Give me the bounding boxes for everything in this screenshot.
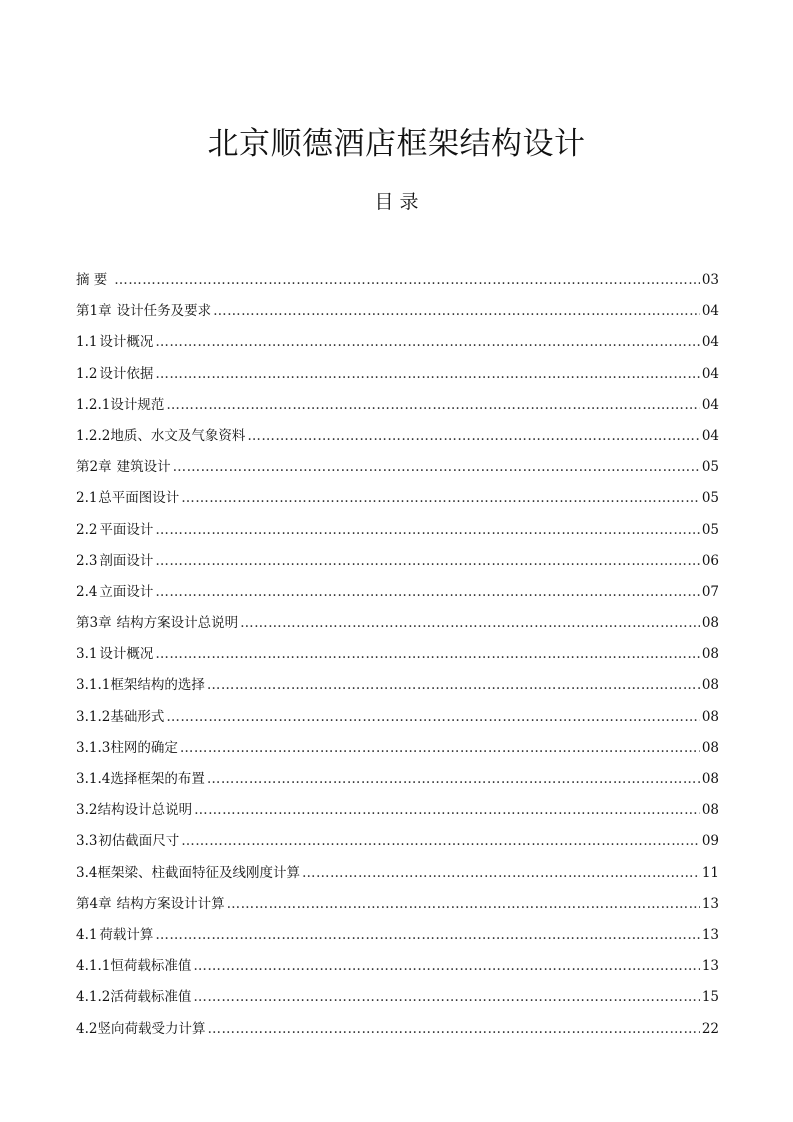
toc-entry-page: 13 [701,895,719,912]
toc-dot-leader [207,771,700,787]
toc-entry-page: 05 [701,490,719,507]
toc-entry-number: 第1章 [76,303,112,320]
toc-entry[interactable] [76,455,719,486]
toc-entry-label: 荷载计算 [99,926,154,943]
toc-entry-label: 竖向荷载受力计算 [97,1020,206,1037]
toc-entry-label: 框架结构的选择 [110,677,205,694]
toc-entry-label: 框架梁、柱截面特征及线刚度计算 [97,864,300,881]
toc-entry-label: 柱网的确定 [110,739,178,756]
toc-entry-number: 2.2 [76,521,98,538]
toc-dot-leader [213,303,700,319]
toc-dot-leader [155,366,699,382]
toc-entry[interactable] [76,611,719,642]
toc-entry-page: 03 [701,272,719,288]
toc-entry-page: 05 [701,521,719,538]
toc-entry-label: 立面设计 [99,583,154,600]
toc-dot-leader [227,896,700,912]
toc-entry[interactable] [76,767,719,798]
toc-dot-leader [302,865,700,881]
toc-entry-page: 07 [701,583,719,600]
toc-entry[interactable] [76,798,719,829]
toc-entry[interactable] [76,673,719,704]
toc-dot-leader [155,553,699,569]
toc-entry-number: 第3章 [76,615,112,632]
toc-entry[interactable] [76,861,719,892]
toc-dot-leader [166,709,699,725]
toc-entry[interactable] [76,985,719,1016]
toc-entry-label: 设计概况 [99,646,154,663]
toc-entry-page: 08 [701,739,719,756]
toc-dot-leader [166,397,699,413]
toc-entry-label: 地质、水文及气象资料 [110,427,246,444]
toc-entry-number: 第2章 [76,459,112,476]
toc-dot-leader [207,1021,699,1037]
toc-entry[interactable] [76,299,719,330]
toc-entry-number: 3.2 [76,802,98,819]
toc-entry[interactable] [76,424,719,455]
toc-entry[interactable] [76,892,719,923]
toc-entry-label: 结构方案设计总说明 [116,615,239,632]
toc-dot-leader [114,272,700,288]
toc-dot-leader [240,615,700,631]
toc-entry[interactable] [76,1017,719,1048]
toc-entry[interactable] [76,829,719,860]
toc-entry[interactable] [76,268,719,299]
toc-entry[interactable] [76,518,719,549]
toc-heading: 目 录 [374,191,419,213]
toc-entry-page: 04 [701,365,719,382]
toc-entry[interactable] [76,393,719,424]
toc-entry-number: 4.1.1 [76,958,111,975]
toc-entry-page: 11 [701,864,719,881]
toc-entry-number: 3.1.1 [76,677,111,694]
toc-dot-leader [193,958,699,974]
toc-entry-number: 3.4 [76,864,98,881]
toc-entry-page: 05 [701,459,719,476]
toc-entry-number: 1.2 [76,365,98,382]
toc-entry-number: 4.2 [76,1020,98,1037]
toc-entry-page: 13 [701,958,719,975]
toc-entry-page: 08 [701,677,719,694]
toc-dot-leader [181,490,700,506]
toc-dot-leader [193,989,699,1005]
toc-entry[interactable] [76,954,719,985]
toc-dot-leader [155,584,699,600]
toc-entry[interactable] [76,330,719,361]
toc-entry-number: 3.3 [76,833,98,850]
toc-entry-number: 3.1.2 [76,708,111,725]
toc-entry-label: 剖面设计 [99,552,154,569]
toc-entry-label: 设计依据 [99,365,154,382]
toc-entry-page: 08 [701,646,719,663]
toc-entry-number: 1.2.1 [76,396,111,413]
toc-entry[interactable] [76,705,719,736]
toc-entry-page: 06 [701,552,719,569]
toc-dot-leader [181,833,700,849]
toc-entry-label: 结构方案设计计算 [116,895,225,912]
toc-entry-label: 建筑设计 [116,459,171,476]
toc-dot-leader [194,802,700,818]
toc-entry[interactable] [76,549,719,580]
toc-entry-page: 15 [701,989,719,1006]
toc-entry[interactable] [76,362,719,393]
toc-entry[interactable] [76,580,719,611]
toc-dot-leader [155,334,699,350]
toc-entry-label: 总平面图设计 [98,490,180,507]
toc-entry-label: 基础形式 [110,708,165,725]
toc-entry-number: 2.1 [76,490,98,507]
toc-dot-leader [247,428,699,444]
toc-dot-leader [155,522,699,538]
toc-entry-label: 设计规范 [110,396,165,413]
toc-entry[interactable] [76,736,719,767]
toc-dot-leader [207,677,700,693]
toc-entry-number: 2.3 [76,552,98,569]
toc-entry[interactable] [76,486,719,517]
toc-entry-page: 08 [701,615,719,632]
toc-entry-label: 结构设计总说明 [97,802,193,819]
toc-dot-leader [155,927,699,943]
toc-entry-number: 2.4 [76,583,98,600]
toc-entry-number: 1.2.2 [76,427,111,444]
toc-entry-label: 初估截面尺寸 [98,833,180,850]
toc-entry[interactable] [76,642,719,673]
toc-entry-label: 活荷载标准值 [110,989,192,1006]
toc-entry-page: 22 [701,1020,719,1037]
toc-entry-label: 设计任务及要求 [116,303,212,320]
toc-entry-number: 3.1.3 [76,739,111,756]
toc-entry-page: 08 [701,771,719,787]
toc-entry-number: 4.1 [76,926,98,943]
toc-entry-label: 设计概况 [99,334,154,351]
toc-entry[interactable] [76,923,719,954]
toc-entry-page: 08 [701,802,719,819]
toc-entry-label: 恒荷载标准值 [110,958,192,975]
toc-entry-page: 08 [701,708,719,725]
toc-entry-page: 09 [701,833,719,850]
toc-entry-number: 3.1.4 [76,771,111,787]
toc-dot-leader [155,646,699,662]
toc-entry-page: 04 [701,427,719,444]
table-of-contents [76,268,719,1048]
toc-dot-leader [173,459,700,475]
toc-entry-number: 3.1 [76,646,98,663]
toc-entry-page: 04 [701,303,719,320]
toc-entry-page: 04 [701,334,719,351]
toc-entry-label: 平面设计 [99,521,154,538]
toc-entry-number: 第4章 [76,895,112,912]
toc-entry-label: 选择框架的布置 [110,771,205,787]
toc-dot-leader [180,740,700,756]
document-title: 北京顺德酒店框架结构设计 [207,126,586,162]
toc-entry-page: 04 [701,396,719,413]
toc-entry-number: 4.1.2 [76,989,111,1006]
toc-entry-number: 摘 要 [76,272,108,288]
toc-entry-number: 1.1 [76,334,98,351]
toc-entry-page: 13 [701,926,719,943]
